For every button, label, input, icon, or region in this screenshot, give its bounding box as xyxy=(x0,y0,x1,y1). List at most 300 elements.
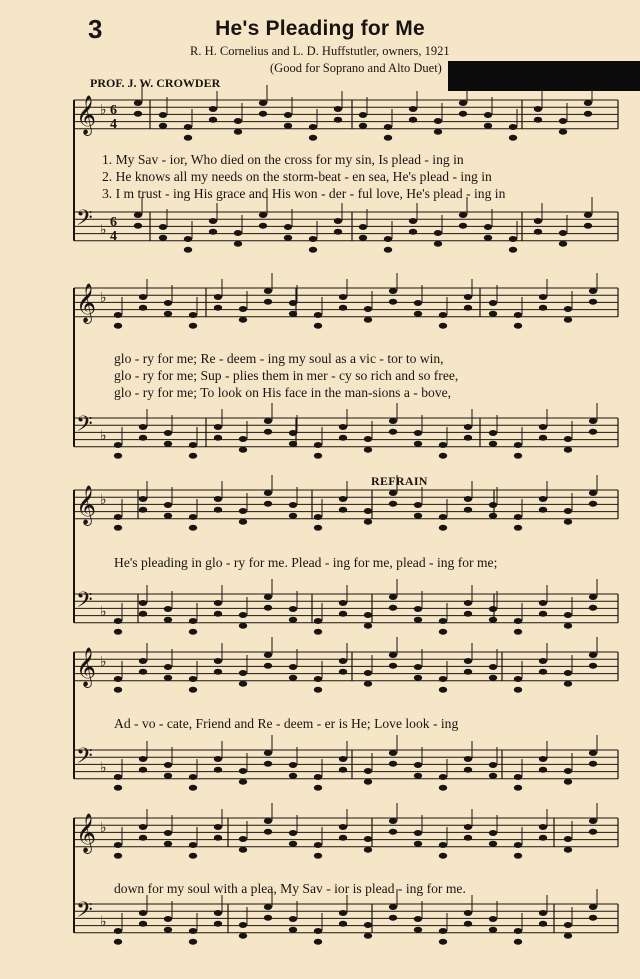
flat-sign: ♭ xyxy=(100,914,107,930)
note-head xyxy=(489,311,497,317)
note-head xyxy=(584,100,592,106)
lyric-line: down for my soul with a plea, My Sav - ior is plead - ing for me. xyxy=(114,881,466,896)
note-head xyxy=(409,106,417,112)
note-head xyxy=(209,106,217,112)
note-head xyxy=(189,687,197,693)
note-head xyxy=(164,927,172,933)
note-head xyxy=(464,767,472,773)
note-head xyxy=(114,453,122,459)
note-head xyxy=(409,229,417,235)
note-head xyxy=(309,236,317,242)
note-head xyxy=(584,111,592,117)
note-head xyxy=(289,675,297,681)
note-head xyxy=(414,830,422,836)
note-head xyxy=(489,841,497,847)
note-head xyxy=(389,652,397,658)
note-head xyxy=(489,675,497,681)
flat-sign: ♭ xyxy=(100,102,107,118)
note-head xyxy=(309,135,317,141)
note-head xyxy=(289,502,297,508)
note-head xyxy=(114,774,122,780)
time-signature: 6 xyxy=(110,215,117,230)
note-head xyxy=(114,618,122,624)
note-head xyxy=(539,835,547,841)
note-head xyxy=(534,218,542,224)
note-head xyxy=(114,853,122,859)
note-head xyxy=(514,629,522,635)
note-head xyxy=(364,508,372,514)
note-head xyxy=(439,928,447,934)
note-head xyxy=(439,525,447,531)
note-head xyxy=(564,306,572,312)
note-head xyxy=(514,774,522,780)
note-head xyxy=(414,430,422,436)
note-head xyxy=(414,441,422,447)
note-head xyxy=(264,299,272,305)
flat-sign: ♭ xyxy=(100,654,107,670)
note-head xyxy=(514,323,522,329)
note-head xyxy=(364,436,372,442)
note-head xyxy=(134,100,142,106)
note-head xyxy=(389,818,397,824)
note-head xyxy=(239,623,247,629)
note-head xyxy=(239,933,247,939)
note-head xyxy=(514,687,522,693)
note-head xyxy=(309,124,317,130)
note-head xyxy=(264,761,272,767)
note-head xyxy=(334,218,342,224)
note-head xyxy=(159,224,167,230)
note-head xyxy=(434,129,442,135)
note-head xyxy=(139,921,147,927)
note-head xyxy=(539,767,547,773)
note-head xyxy=(214,424,222,430)
note-head xyxy=(314,774,322,780)
lyric-line: Ad - vo - cate, Friend and Re - deem - er is He; Love look - ing xyxy=(114,716,459,731)
note-head xyxy=(464,921,472,927)
note-head xyxy=(589,490,597,496)
note-head xyxy=(414,762,422,768)
note-head xyxy=(489,300,497,306)
note-head xyxy=(189,928,197,934)
note-head xyxy=(589,299,597,305)
note-head xyxy=(139,910,147,916)
note-head xyxy=(314,842,322,848)
note-head xyxy=(464,507,472,513)
note-head xyxy=(189,939,197,945)
note-head xyxy=(239,436,247,442)
note-head xyxy=(339,910,347,916)
note-head xyxy=(314,676,322,682)
note-head xyxy=(364,670,372,676)
note-head xyxy=(439,312,447,318)
note-head xyxy=(589,750,597,756)
composer-credit: PROF. J. W. CROWDER xyxy=(90,76,221,90)
note-head xyxy=(114,323,122,329)
note-head xyxy=(464,611,472,617)
note-head xyxy=(539,910,547,916)
note-head xyxy=(189,618,197,624)
note-head xyxy=(389,288,397,294)
note-head xyxy=(514,312,522,318)
note-head xyxy=(314,785,322,791)
note-head xyxy=(434,241,442,247)
note-head xyxy=(164,430,172,436)
note-head xyxy=(589,663,597,669)
note-head xyxy=(389,299,397,305)
note-head xyxy=(509,247,517,253)
note-head xyxy=(384,236,392,242)
note-head xyxy=(189,453,197,459)
note-head xyxy=(414,773,422,779)
flat-sign: ♭ xyxy=(100,222,107,238)
note-head xyxy=(364,306,372,312)
lyric-line: 2. He knows all my needs on the storm-beat - en sea, He's plead - ing in xyxy=(102,169,492,184)
note-head xyxy=(389,663,397,669)
note-head xyxy=(464,305,472,311)
note-head xyxy=(339,756,347,762)
note-head xyxy=(264,594,272,600)
note-head xyxy=(389,829,397,835)
note-head xyxy=(259,223,267,229)
note-head xyxy=(364,847,372,853)
note-head xyxy=(539,507,547,513)
note-head xyxy=(364,681,372,687)
note-head xyxy=(484,235,492,241)
note-head xyxy=(489,441,497,447)
note-head xyxy=(164,441,172,447)
note-head xyxy=(164,675,172,681)
note-head xyxy=(559,230,567,236)
note-head xyxy=(539,305,547,311)
note-head xyxy=(359,235,367,241)
note-head xyxy=(464,658,472,664)
note-head xyxy=(239,508,247,514)
bass-clef: 𝄢 xyxy=(76,206,93,236)
note-head xyxy=(139,767,147,773)
note-head xyxy=(414,916,422,922)
note-head xyxy=(114,442,122,448)
note-head xyxy=(364,447,372,453)
note-head xyxy=(389,750,397,756)
note-head xyxy=(314,442,322,448)
note-head xyxy=(114,939,122,945)
note-head xyxy=(139,824,147,830)
note-head xyxy=(489,916,497,922)
note-head xyxy=(509,135,517,141)
note-head xyxy=(189,323,197,329)
note-head xyxy=(514,442,522,448)
note-head xyxy=(534,117,542,123)
note-head xyxy=(564,836,572,842)
note-head xyxy=(564,933,572,939)
note-head xyxy=(364,612,372,618)
treble-clef: 𝄞 xyxy=(76,813,97,853)
note-head xyxy=(239,317,247,323)
note-head xyxy=(489,664,497,670)
note-head xyxy=(464,835,472,841)
treble-clef: 𝄞 xyxy=(76,283,97,323)
note-head xyxy=(159,112,167,118)
note-head xyxy=(259,100,267,106)
note-head xyxy=(414,617,422,623)
note-head xyxy=(289,300,297,306)
bass-clef: 𝄢 xyxy=(76,412,93,442)
note-head xyxy=(209,229,217,235)
note-head xyxy=(159,123,167,129)
note-head xyxy=(114,676,122,682)
note-head xyxy=(539,496,547,502)
note-head xyxy=(289,617,297,623)
flat-sign: ♭ xyxy=(100,604,107,620)
note-head xyxy=(464,424,472,430)
note-head xyxy=(139,835,147,841)
note-head xyxy=(484,123,492,129)
note-head xyxy=(184,124,192,130)
note-head xyxy=(114,687,122,693)
note-head xyxy=(289,830,297,836)
copyright-credit: R. H. Cornelius and L. D. Huffstutler, owners, 1921 xyxy=(190,44,450,58)
note-head xyxy=(439,676,447,682)
note-head xyxy=(464,669,472,675)
note-head xyxy=(164,841,172,847)
note-head xyxy=(214,756,222,762)
note-head xyxy=(264,818,272,824)
hymn-number: 3 xyxy=(88,14,103,44)
note-head xyxy=(384,124,392,130)
note-head xyxy=(289,606,297,612)
note-head xyxy=(564,681,572,687)
note-head xyxy=(339,767,347,773)
note-head xyxy=(264,490,272,496)
note-head xyxy=(114,842,122,848)
note-head xyxy=(214,305,222,311)
note-head xyxy=(564,508,572,514)
note-head xyxy=(259,212,267,218)
note-head xyxy=(489,927,497,933)
note-head xyxy=(309,247,317,253)
note-head xyxy=(289,773,297,779)
note-head xyxy=(189,676,197,682)
note-head xyxy=(439,774,447,780)
note-head xyxy=(189,525,197,531)
note-head xyxy=(514,525,522,531)
note-head xyxy=(589,818,597,824)
note-head xyxy=(314,928,322,934)
bass-clef: 𝄢 xyxy=(76,744,93,774)
note-head xyxy=(364,519,372,525)
note-head xyxy=(409,117,417,123)
note-head xyxy=(214,507,222,513)
note-head xyxy=(439,453,447,459)
note-head xyxy=(164,606,172,612)
note-head xyxy=(364,768,372,774)
note-head xyxy=(414,927,422,933)
lyric-line: 3. I m trust - ing His grace and His won - der - ful love, He's plead - ing in xyxy=(102,186,506,201)
note-head xyxy=(214,910,222,916)
note-head xyxy=(139,435,147,441)
note-head xyxy=(364,623,372,629)
note-head xyxy=(514,928,522,934)
note-head xyxy=(414,502,422,508)
note-head xyxy=(509,124,517,130)
note-head xyxy=(339,611,347,617)
note-head xyxy=(239,768,247,774)
note-head xyxy=(539,600,547,606)
note-head xyxy=(539,756,547,762)
note-head xyxy=(414,606,422,612)
note-head xyxy=(289,841,297,847)
note-head xyxy=(264,605,272,611)
note-head xyxy=(284,224,292,230)
note-head xyxy=(314,629,322,635)
note-head xyxy=(114,525,122,531)
note-head xyxy=(539,824,547,830)
note-head xyxy=(539,658,547,664)
note-head xyxy=(559,129,567,135)
note-head xyxy=(389,594,397,600)
note-head xyxy=(334,117,342,123)
note-head xyxy=(214,658,222,664)
note-head xyxy=(589,594,597,600)
note-head xyxy=(114,514,122,520)
note-head xyxy=(339,507,347,513)
note-head xyxy=(539,294,547,300)
note-head xyxy=(459,223,467,229)
note-head xyxy=(314,514,322,520)
hymn-title: He's Pleading for Me xyxy=(215,17,425,40)
note-head xyxy=(464,435,472,441)
note-head xyxy=(414,675,422,681)
note-head xyxy=(239,779,247,785)
note-head xyxy=(514,785,522,791)
note-head xyxy=(464,910,472,916)
note-head xyxy=(189,774,197,780)
note-head xyxy=(184,247,192,253)
note-head xyxy=(189,842,197,848)
flat-sign: ♭ xyxy=(100,492,107,508)
note-head xyxy=(589,761,597,767)
performance-note: (Good for Soprano and Alto Duet) xyxy=(270,61,442,75)
note-head xyxy=(184,236,192,242)
note-head xyxy=(389,418,397,424)
note-head xyxy=(564,436,572,442)
note-head xyxy=(189,514,197,520)
note-head xyxy=(484,224,492,230)
note-head xyxy=(564,623,572,629)
note-head xyxy=(239,836,247,842)
note-head xyxy=(539,435,547,441)
note-head xyxy=(584,223,592,229)
note-head xyxy=(134,111,142,117)
note-head xyxy=(314,687,322,693)
flat-sign: ♭ xyxy=(100,760,107,776)
note-head xyxy=(564,447,572,453)
note-head xyxy=(314,853,322,859)
note-head xyxy=(589,501,597,507)
note-head xyxy=(134,212,142,218)
note-head xyxy=(214,600,222,606)
note-head xyxy=(264,915,272,921)
note-head xyxy=(564,612,572,618)
note-head xyxy=(389,429,397,435)
note-head xyxy=(234,129,242,135)
note-head xyxy=(214,669,222,675)
note-head xyxy=(514,939,522,945)
note-head xyxy=(164,762,172,768)
note-head xyxy=(264,501,272,507)
note-head xyxy=(434,118,442,124)
note-head xyxy=(114,312,122,318)
note-head xyxy=(139,305,147,311)
note-head xyxy=(264,418,272,424)
note-head xyxy=(189,785,197,791)
note-head xyxy=(459,100,467,106)
note-head xyxy=(209,117,217,123)
note-head xyxy=(459,212,467,218)
note-head xyxy=(314,453,322,459)
note-head xyxy=(314,525,322,531)
note-head xyxy=(389,915,397,921)
note-head xyxy=(514,514,522,520)
note-head xyxy=(339,424,347,430)
note-head xyxy=(414,311,422,317)
note-head xyxy=(289,927,297,933)
note-head xyxy=(139,600,147,606)
note-head xyxy=(289,664,297,670)
note-head xyxy=(164,664,172,670)
note-head xyxy=(234,230,242,236)
note-head xyxy=(489,617,497,623)
note-head xyxy=(589,829,597,835)
note-head xyxy=(164,311,172,317)
note-head xyxy=(239,922,247,928)
note-head xyxy=(564,779,572,785)
note-head xyxy=(514,842,522,848)
note-head xyxy=(214,835,222,841)
note-head xyxy=(139,669,147,675)
note-head xyxy=(284,112,292,118)
note-head xyxy=(464,496,472,502)
note-head xyxy=(214,824,222,830)
note-head xyxy=(584,212,592,218)
note-head xyxy=(564,670,572,676)
note-head xyxy=(134,223,142,229)
note-head xyxy=(339,435,347,441)
note-head xyxy=(359,123,367,129)
note-head xyxy=(539,921,547,927)
flat-sign: ♭ xyxy=(100,428,107,444)
note-head xyxy=(234,241,242,247)
note-head xyxy=(364,933,372,939)
note-head xyxy=(114,629,122,635)
treble-clef: 𝄞 xyxy=(76,485,97,525)
note-head xyxy=(489,773,497,779)
note-head xyxy=(239,519,247,525)
note-head xyxy=(534,106,542,112)
note-head xyxy=(384,247,392,253)
note-head xyxy=(314,323,322,329)
note-head xyxy=(364,836,372,842)
note-head xyxy=(564,847,572,853)
note-head xyxy=(264,288,272,294)
note-head xyxy=(564,519,572,525)
note-head xyxy=(159,235,167,241)
note-head xyxy=(289,311,297,317)
note-head xyxy=(139,294,147,300)
note-head xyxy=(439,939,447,945)
note-head xyxy=(239,681,247,687)
